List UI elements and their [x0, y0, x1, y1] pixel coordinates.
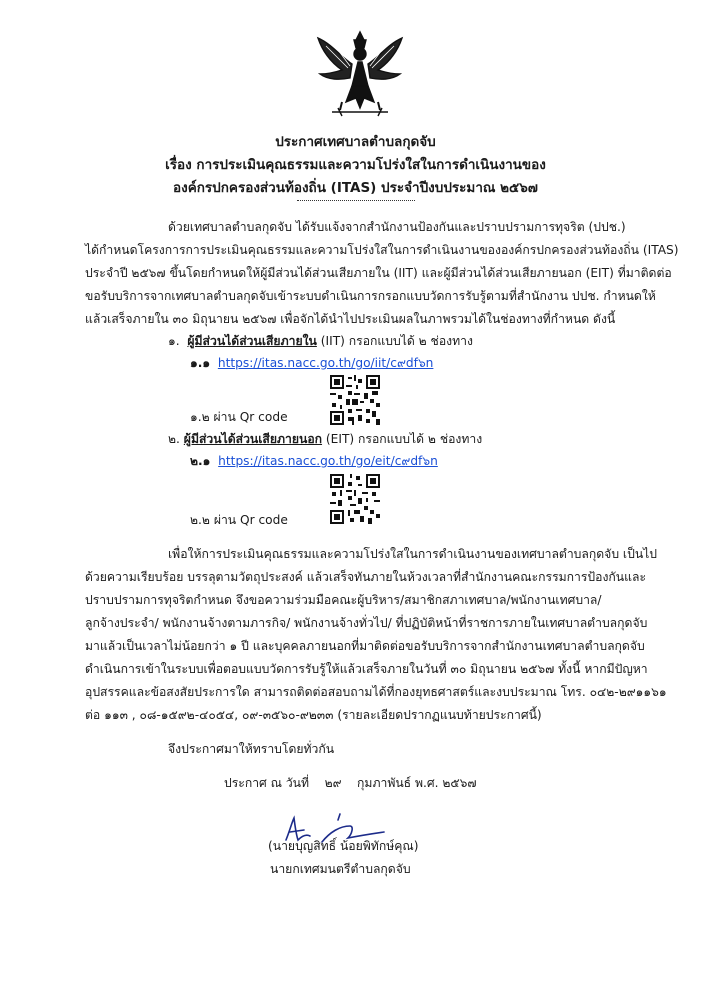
- date-prefix: ประกาศ ณ วันที่: [224, 776, 310, 790]
- item-1-label: ผู้มีส่วนได้ส่วนเสียภายใน: [187, 334, 317, 348]
- body-line-3: ปราบปรามการทุจริตกำหนด จึงขอความร่วมมือคณะผู้บริหาร/สมาชิกสภาเทศบาล/พนักงานเทศบาล/: [85, 593, 602, 607]
- item-2-rest: (EIT) กรอกแบบได้ ๒ ช่องทาง: [322, 432, 483, 446]
- body-line-1: เพื่อให้การประเมินคุณธรรมและความโปร่งใสในการดำเนินงานของเทศบาลตำบลกุดจับ เป็นไป: [168, 547, 658, 561]
- item-2-2: ๒.๒ ผ่าน Qr code: [190, 513, 288, 527]
- signer-position: นายกเทศมนตรีตำบลกุดจับ: [270, 862, 411, 876]
- document-title: ประกาศเทศบาลตำบลกุดจับ: [275, 134, 436, 150]
- item-1-1: [190, 355, 433, 372]
- item-1-number: ๑.: [168, 334, 180, 348]
- announcement: จึงประกาศมาให้ทราบโดยทั่วกัน: [168, 742, 335, 756]
- intro-line-4: ขอรับบริการจากเทศบาลตำบลกุดจับเข้าระบบดำเนินการกรอกแบบวัดการรับรู้ตามที่สำนักงาน ปปช. กำหนดให้: [85, 289, 656, 303]
- intro-line-3: ประจำปี ๒๕๖๗ ขึ้นโดยกำหนดให้ผู้มีส่วนได้ส่วนเสียภายใน (IIT) และผู้มีส่วนได้ส่วนเสียภายนอก (EIT) ที่มาติดต่อ: [85, 266, 672, 280]
- body-line-2: ด้วยความเรียบร้อย บรรลุตามวัตถุประสงค์ แล้วเสร็จทันภายในห้วงเวลาที่สำนักงานคณะกรรมการป้องกันและ: [85, 570, 647, 584]
- signer-name: (นายบุญสิทธิ์ น้อยพิทักษ์คุณ): [268, 839, 419, 853]
- item-1-rest: (IIT) กรอกแบบได้ ๒ ช่องทาง: [316, 334, 473, 348]
- item-1: [168, 333, 473, 350]
- garuda-emblem-icon: [312, 28, 408, 120]
- intro-line-2: ได้กำหนดโครงการการประเมินคุณธรรมและความโปร่งใสในการดำเนินงานขององค์กรปกครองส่วนท้องถิ่น (ITAS): [85, 243, 679, 257]
- date-month-year: กุมภาพันธ์ พ.ศ. ๒๕๖๗: [357, 776, 477, 790]
- qr-code-icon[interactable]: [330, 474, 380, 524]
- item-2-1-number: ๒.๑: [190, 454, 211, 468]
- date-line: [224, 775, 477, 792]
- item-2-1: [190, 453, 438, 470]
- title-divider: [297, 200, 415, 201]
- intro-line-1: ด้วยเทศบาลตำบลกุดจับ ได้รับแจ้งจากสำนักงานป้องกันและปราบปรามการทุจริต (ปปช.): [168, 220, 626, 234]
- date-day: ๒๙: [324, 776, 342, 790]
- item-2-label: ผู้มีส่วนได้ส่วนเสียภายนอก: [183, 432, 323, 446]
- iit-link[interactable]: https://itas.nacc.go.th/go/iit/c๙df๖n: [217, 356, 434, 370]
- eit-link[interactable]: https://itas.nacc.go.th/go/eit/c๙df๖n: [218, 454, 438, 468]
- body-line-4: ลูกจ้างประจำ/ พนักงานจ้างตามภารกิจ/ พนักงานจ้างทั่วไป/ ที่ปฏิบัติหน้าที่ราชการภายในเทศบาลตำบลกุดจับ: [85, 616, 648, 630]
- intro-line-5: แล้วเสร็จภายใน ๓๐ มิถุนายน ๒๕๖๗ เพื่อจักได้นำไปประเมินผลในภาพรวมได้ในช่องทางที่กำหนด ดังนี้: [85, 312, 616, 326]
- subject-line: เรื่อง การประเมินคุณธรรมและความโปร่งใสในการดำเนินงานของ: [165, 157, 546, 173]
- body-line-5: มาแล้วเป็นเวลาไม่น้อยกว่า ๑ ปี และบุคคลภายนอกที่มาติดต่อขอรับบริการจากสำนักงานเทศบาลตำบลกุดจับ: [85, 639, 645, 653]
- body-line-8: ต่อ ๑๑๓ , ๐๘-๑๕๙๒-๔๐๕๔, ๐๙-๓๕๖๐-๙๒๓๓ (รายละเอียดปรากฏแนบท้ายประกาศนี้): [85, 708, 542, 722]
- item-2: [168, 431, 482, 448]
- item-1-2: ๑.๒ ผ่าน Qr code: [190, 410, 288, 424]
- body-line-7: อุปสรรคและข้อสงสัยประการใด สามารถติดต่อสอบถามได้ที่กองยุทธศาสตร์และงบประมาณ โทร. ๐๔๒-๒๙๑๑๖๑: [85, 685, 667, 699]
- item-1-1-number: ๑.๑: [190, 356, 211, 370]
- qr-code-icon[interactable]: [330, 375, 380, 425]
- body-line-6: ดำเนินการเข้าในระบบเพื่อตอบแบบวัดการรับรู้ให้แล้วเสร็จภายในวันที่ ๓๐ มิถุนายน ๒๕๖๗ ทั้งนี้ หากมีปัญหา: [85, 662, 648, 676]
- subject-line-2: องค์กรปกครองส่วนท้องถิ่น (ITAS) ประจำปีงบประมาณ ๒๕๖๗: [173, 180, 538, 196]
- item-2-number: ๒.: [168, 432, 180, 446]
